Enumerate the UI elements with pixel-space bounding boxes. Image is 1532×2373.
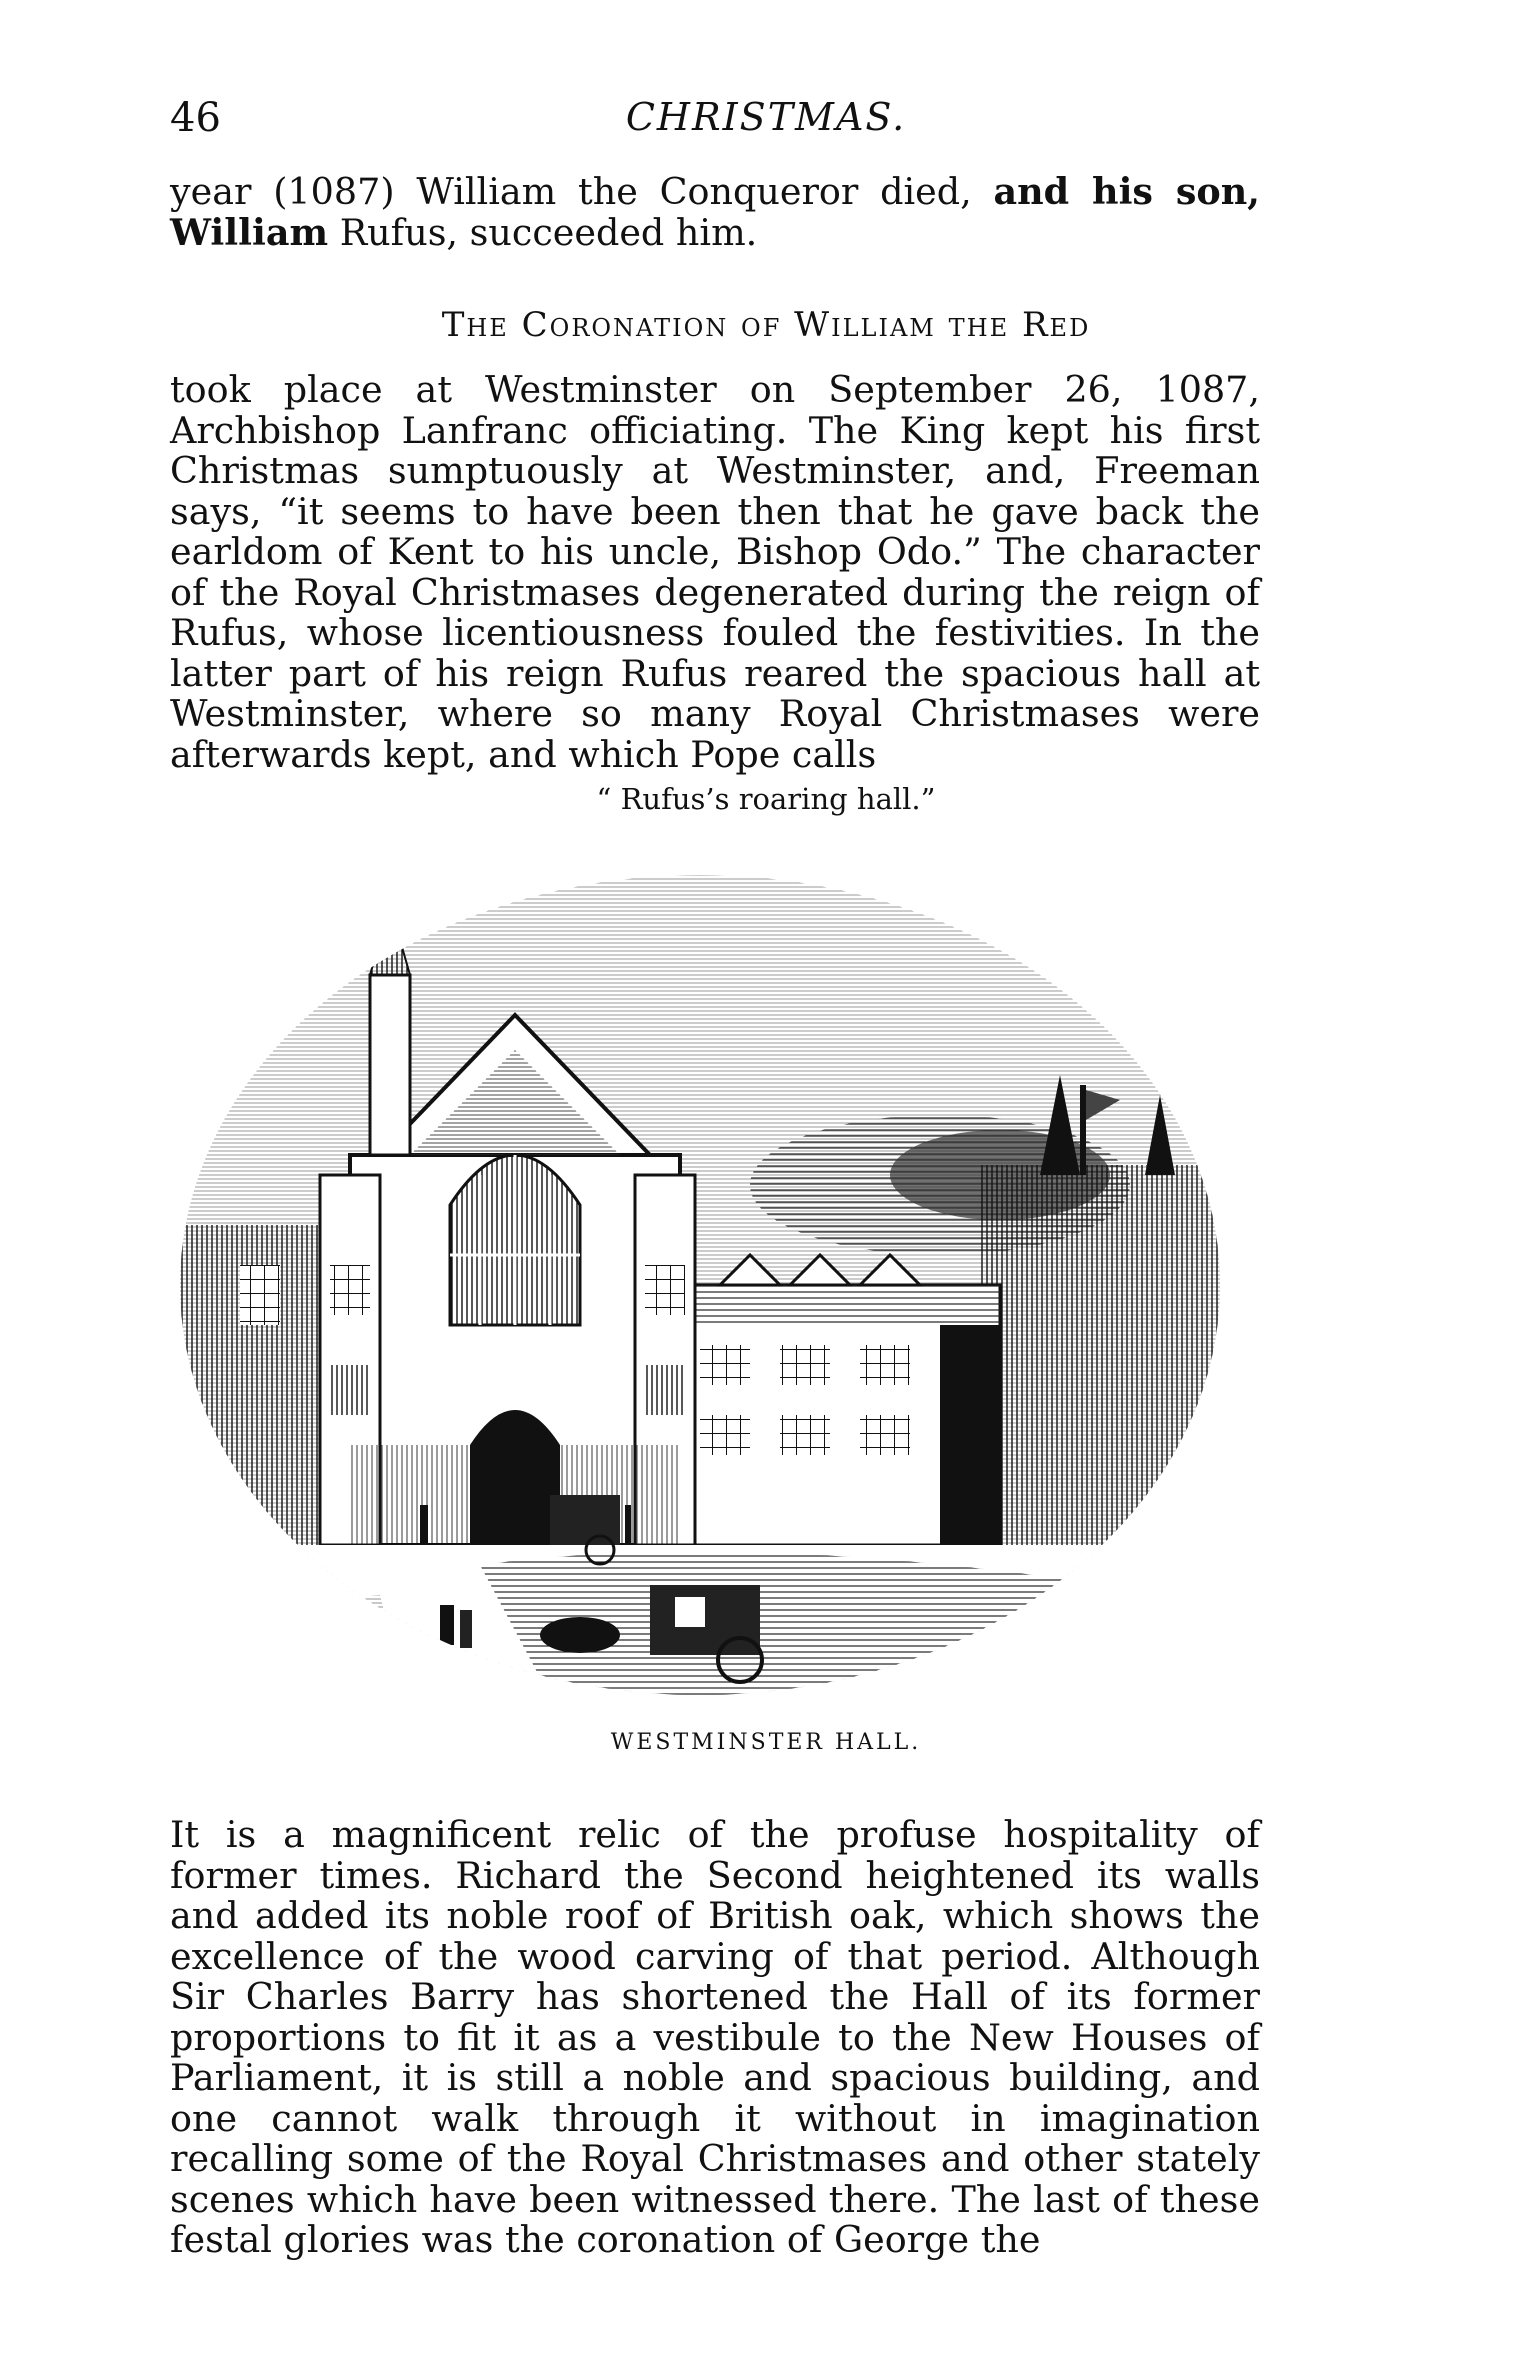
window: [645, 1265, 685, 1315]
figure: [360, 1615, 372, 1655]
figure: [380, 1620, 392, 1658]
window: [780, 1345, 830, 1385]
window: [860, 1415, 910, 1455]
spire: [370, 905, 410, 975]
section-heading: The Coronation of William the Red: [441, 305, 1091, 345]
horse: [540, 1617, 620, 1653]
horse: [470, 1516, 530, 1544]
figure: [440, 1605, 454, 1645]
dark-building: [940, 1325, 1000, 1545]
page-header: [0, 95, 1532, 155]
paragraph-coronation-text: took place at Westminster on September 26, 1087, Archbishop Lanfranc officiating. The King kept his first Christmas sumptuously at Westminster, and, Freeman says, “it seems to have been then that he gave back the earldom of Kent to his uncle, Bishop Odo.” The character of the Royal Christmases degenerated during the reign of Rufus, whose licentiousness fouled the festivities. In the latter part of his reign Rufus reared the spacious hall at Westminster, where so many Royal Christmases were afterwards kept, and which Pope calls: [170, 368, 1260, 776]
westminster-hall-engraving: [180, 845, 1230, 1715]
window: [645, 1365, 685, 1415]
paragraph-hall-text: It is a magnificent relic of the profuse hospitality of former times. Richard the Second heightened its walls and added its noble roof of British oak, which shows the excellence of the wood carving of that period. Although Sir Charles Barry has shortened the Hall of its former proportions to fit it as a vestibule to the New Houses of Parliament, it is still a noble and spacious building, and one cannot walk through it without in imagination recalling some of the Royal Christmases and other stately scenes which have been witnessed there. The last of these festal glories was the coronation of George the: [170, 1813, 1260, 2261]
illustration-caption: WESTMINSTER HALL.: [610, 1730, 922, 1755]
lamp-post: [625, 1505, 631, 1545]
page-number: 46: [170, 95, 221, 141]
paragraph-opening-end: Rufus, succeeded him.: [328, 210, 758, 254]
window: [780, 1415, 830, 1455]
paragraph-opening-text: year (1087) William the Conqueror died,: [170, 170, 994, 213]
ground-hatching: [180, 1595, 410, 1715]
window: [330, 1365, 370, 1415]
paragraph-opening: [170, 172, 1260, 253]
turret: [370, 975, 410, 1155]
flagpole: [1080, 1085, 1086, 1175]
paragraph-coronation: [170, 370, 1260, 775]
window: [700, 1345, 750, 1385]
gothic-building-right: [980, 1165, 1220, 1545]
carriage-window: [675, 1597, 705, 1627]
pope-quote: “ Rufus’s roaring hall.”: [596, 782, 936, 816]
window: [860, 1345, 910, 1385]
window: [700, 1415, 750, 1455]
window: [330, 1265, 370, 1315]
running-title: CHRISTMAS.: [625, 95, 907, 139]
carriage: [550, 1495, 620, 1545]
paragraph-hall: [170, 1815, 1260, 2261]
roof: [680, 1285, 1000, 1325]
paragraph-opening-bold: and his son, William: [170, 170, 1260, 254]
figure: [460, 1610, 472, 1648]
window: [240, 1265, 280, 1325]
lamp-post: [420, 1505, 428, 1545]
